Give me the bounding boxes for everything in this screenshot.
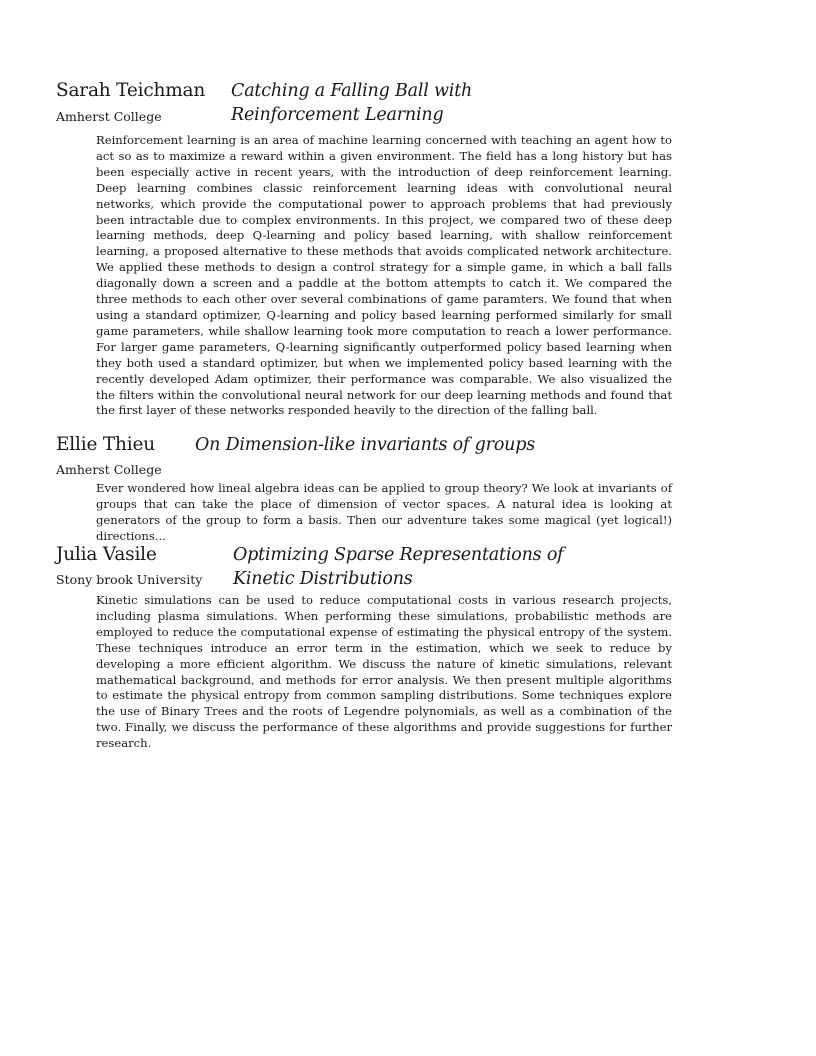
abstract-text: Kinetic simulations can be used to reduce computational costs in various research projects, including plasma simulations. When performing these simulations, probabilistic methods are employed to reduce the computational expense of estimating the physical entropy of the system. These techniques introduce an error term in the estimation, which we seek to reduce by developing a more efficient algorithm. We discuss the nature of kinetic simulations, relevant mathematical background, and methods for error analysis. We then present multiple algorithms to estimate the physical entropy from common sampling distributions. Some techniques explore the use of Binary Trees and the roots of Legendre polynomials, as well as a combination of the two. Finally, we discuss the performance of these algorithms and provide suggestions for further research. (96, 593, 672, 751)
talk-title-line-2: Kinetic Distributions (233, 569, 413, 589)
talk-title-line-2: Reinforcement Learning (231, 105, 444, 125)
talk-title-line-1: Catching a Falling Ball with (231, 81, 473, 101)
author-name: Julia Vasile (56, 544, 157, 565)
author-name: Sarah Teichman (56, 80, 206, 101)
author-name: Ellie Thieu (56, 434, 155, 455)
talk-title-line-1: On Dimension-like invariants of groups (195, 435, 536, 455)
abstract-text: Ever wondered how lineal algebra ideas can be applied to group theory? We look at invariants of groups that can take the place of dimension of vector spaces. A natural idea is looking at generators of the group to form a basis. Then our adventure takes some magical (yet logical!) directions... (96, 481, 672, 543)
talk-title-line-1: Optimizing Sparse Representations of (233, 545, 564, 565)
abstract-text: Reinforcement learning is an area of machine learning concerned with teaching an agent how to act so as to maximize a reward within a given environment. The field has a long history but has been especially active in recent years, with the introduction of deep reinforcement learning. Deep learning combines classic reinforcement learning ideas with convolutional neural networks, which provide the computational power to approach problems that had previously been intractable due to complex environments. In this project, we compared two of these deep learning methods, deep Q-learning and policy based learning, with shallow reinforcement learning, a proposed alternative to these methods that avoids complicated network architecture. We applied these methods to design a control strategy for a simple game, in which a ball falls diagonally down a screen and a paddle at the bottom attempts to catch it. We compared the three methods to each other over several combinations of game paramters. We found that when using a standard optimizer, Q-learning and policy based learning performed similarly for small game parameters, while shallow learning took more computation to reach a lower performance. For larger game parameters, Q-learning significantly outperformed policy based learning when they both used a standard optimizer, but when we implemented policy based learning with the recently developed Adam optimizer, their performance was comparable. We also visualized the the filters within the convolutional neural network for our deep learning methods and found that the first layer of these networks responded heavily to the direction of the falling ball. (96, 133, 672, 418)
author-affiliation: Amherst College (56, 462, 162, 477)
author-affiliation: Stony brook University (56, 572, 203, 587)
author-affiliation: Amherst College (56, 109, 162, 124)
